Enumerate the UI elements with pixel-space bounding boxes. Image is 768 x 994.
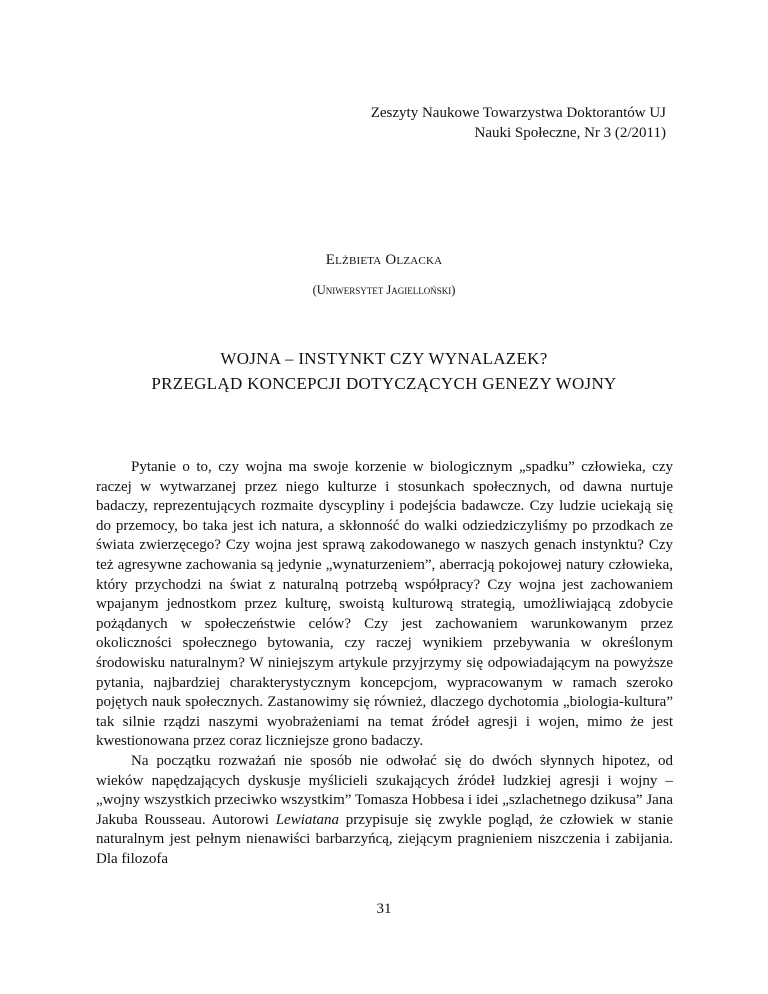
author-affiliation: (Uniwersytet Jagielloński) — [312, 283, 456, 297]
journal-issue: Nauki Społeczne, Nr 3 (2/2011) — [474, 125, 666, 141]
article-title — [0, 346, 768, 396]
article-title-line-1: WOJNA – INSTYNKT CZY WYNALAZEK? — [220, 349, 548, 368]
journal-header — [371, 103, 666, 143]
paragraph-2-text-a: Na początku rozważań nie sposób nie odwołać się do dwóch słynnych hipotez, od wieków napędzających dyskusje myślicieli szukających źródeł ludzkiej agresji i wojny – „wojny wszystkich przeciwko wszystkim” Tomasza Hobbesa i idei „szlachetnego dzikusa” Jana Jakuba Rousseau. Autorowi — [96, 752, 673, 828]
paragraph-1: Pytanie o to, czy wojna ma swoje korzenie w biologicznym „spadku” człowieka, czy raczej w wytwarzanej przez niego kulturze i stosunkach społecznych, od dawna nurtuje badaczy, reprezentujących rozmaite dyscypliny i podejścia badawcze. Czy ludzie uciekają się do przemocy, bo taka jest ich natura, a skłonność do walki odziedziczyliśmy po przodkach ze świata zwierzęcego? Czy wojna jest sprawą zakodowanego w naszych genach instynktu? Czy też agresywne zachowania są jedynie „wynaturzeniem”, aberracją pokojowej natury człowieka, który przychodzi na świat z naturalną potrzebą współpracy? Czy wojna jest zachowaniem wpajanym jednostkom przez kulturę, swoistą kulturową strategią, umożliwiającą zdobycie pożądanych w społeczeństwie celów? Czy jest zachowaniem warunkowanym przez okoliczności społecznego bytowania, czy raczej wynikiem przebywania w określonym środowisku naturalnym? W niniejszym artykule przyjrzymy się odpowiadającym na powyższe pytania, najbardziej charakterystycznym koncepcjom, wypracowanym w ramach szeroko pojętych nauk społecznych. Zastanowimy się również, dlaczego dychotomia „biologia-kultura” tak silnie rządzi naszymi wyobrażeniami na temat źródeł agresji i wojen, mimo że jest kwestionowana przez coraz liczniejsze grono badaczy. — [96, 459, 673, 750]
article-title-line-2: PRZEGLĄD KONCEPCJI DOTYCZĄCYCH GENEZY WOJNY — [151, 374, 617, 393]
journal-name: Zeszyty Naukowe Towarzystwa Doktorantów UJ — [370, 105, 666, 121]
paragraph-2-text-b: przypisuje się zwykle pogląd, że człowiek w stanie naturalnym jest pełnym nienawiści barbarzyńcą, ziejącym pragnieniem niszczenia i zabijania. Dla filozofa — [96, 811, 674, 867]
paragraph-2 — [96, 752, 673, 870]
book-title-italic: Lewiatana — [275, 811, 340, 828]
page-number: 31 — [376, 901, 392, 917]
article-body — [96, 458, 673, 869]
author-name: Elżbieta Olzacka — [325, 252, 443, 268]
